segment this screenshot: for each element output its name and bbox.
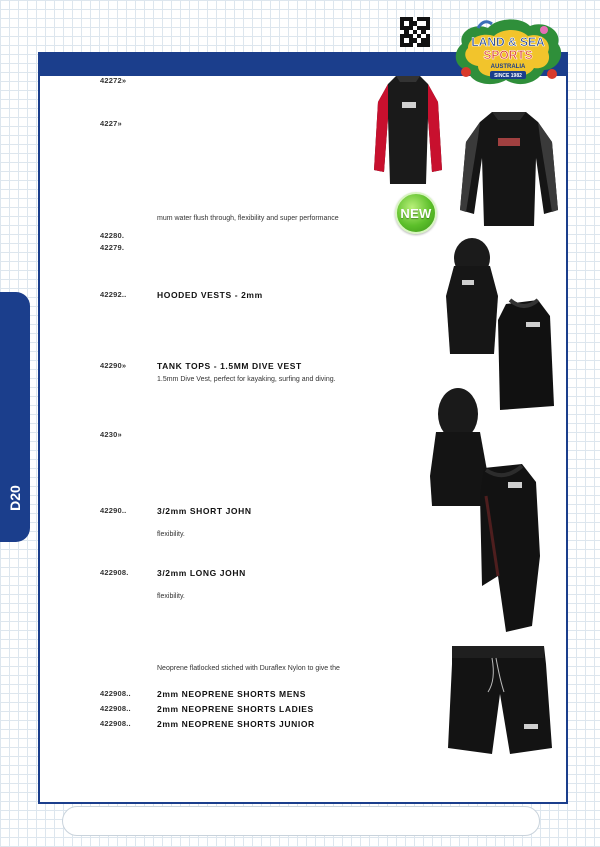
product-code: 4230» (100, 430, 122, 439)
product-title-tank-tops: TANK TOPS - 1.5MM DIVE VEST (157, 361, 302, 371)
product-code: 42290.. (100, 506, 127, 515)
product-title-hooded-vests: HOODED VESTS - 2mm (157, 290, 263, 300)
product-description: mum water flush through, flexibility and super performance (157, 215, 339, 222)
product-code: 422908.. (100, 704, 131, 713)
product-description: Neoprene flatlocked stiched with Duraflex Nylon to give the (157, 665, 340, 672)
product-code: 42292.. (100, 290, 127, 299)
new-badge: NEW (395, 192, 437, 234)
product-title-shorts-ladies: 2mm NEOPRENE SHORTS LADIES (157, 704, 314, 714)
rash-top-black-image (460, 108, 560, 228)
product-title-shorts-junior: 2mm NEOPRENE SHORTS JUNIOR (157, 719, 315, 729)
product-code: 42280. (100, 231, 125, 240)
short-john-image (428, 386, 548, 646)
product-title-short-john: 3/2mm SHORT JOHN (157, 506, 252, 516)
product-code: 422908. (100, 568, 129, 577)
product-code: 422908.. (100, 719, 131, 728)
product-code: 422908.. (100, 689, 131, 698)
logo-text-line3: AUSTRALIA (490, 64, 526, 70)
product-description: flexibility. (157, 531, 185, 538)
product-description: flexibility. (157, 593, 185, 600)
product-code: 42279. (100, 243, 125, 252)
logo-text-line2: SPORTS (483, 48, 533, 62)
product-description: 1.5mm Dive Vest, perfect for kayaking, surfing and diving. (157, 376, 336, 383)
product-title-long-john: 3/2mm LONG JOHN (157, 568, 246, 578)
brand-logo (448, 14, 568, 94)
qr-code (400, 17, 430, 47)
product-title-shorts-mens: 2mm NEOPRENE SHORTS MENS (157, 689, 307, 699)
section-tab-label: D20 (7, 485, 23, 511)
product-code: 42272» (100, 76, 127, 85)
rash-top-red-image (372, 72, 444, 188)
product-code: 42290» (100, 361, 127, 370)
footer-bar (62, 806, 540, 836)
neoprene-shorts-image (446, 640, 556, 760)
logo-text-line1: LAND & SEA (471, 35, 545, 49)
product-code: 4227» (100, 119, 122, 128)
logo-text-line4: SINCE 1982 (494, 73, 522, 79)
